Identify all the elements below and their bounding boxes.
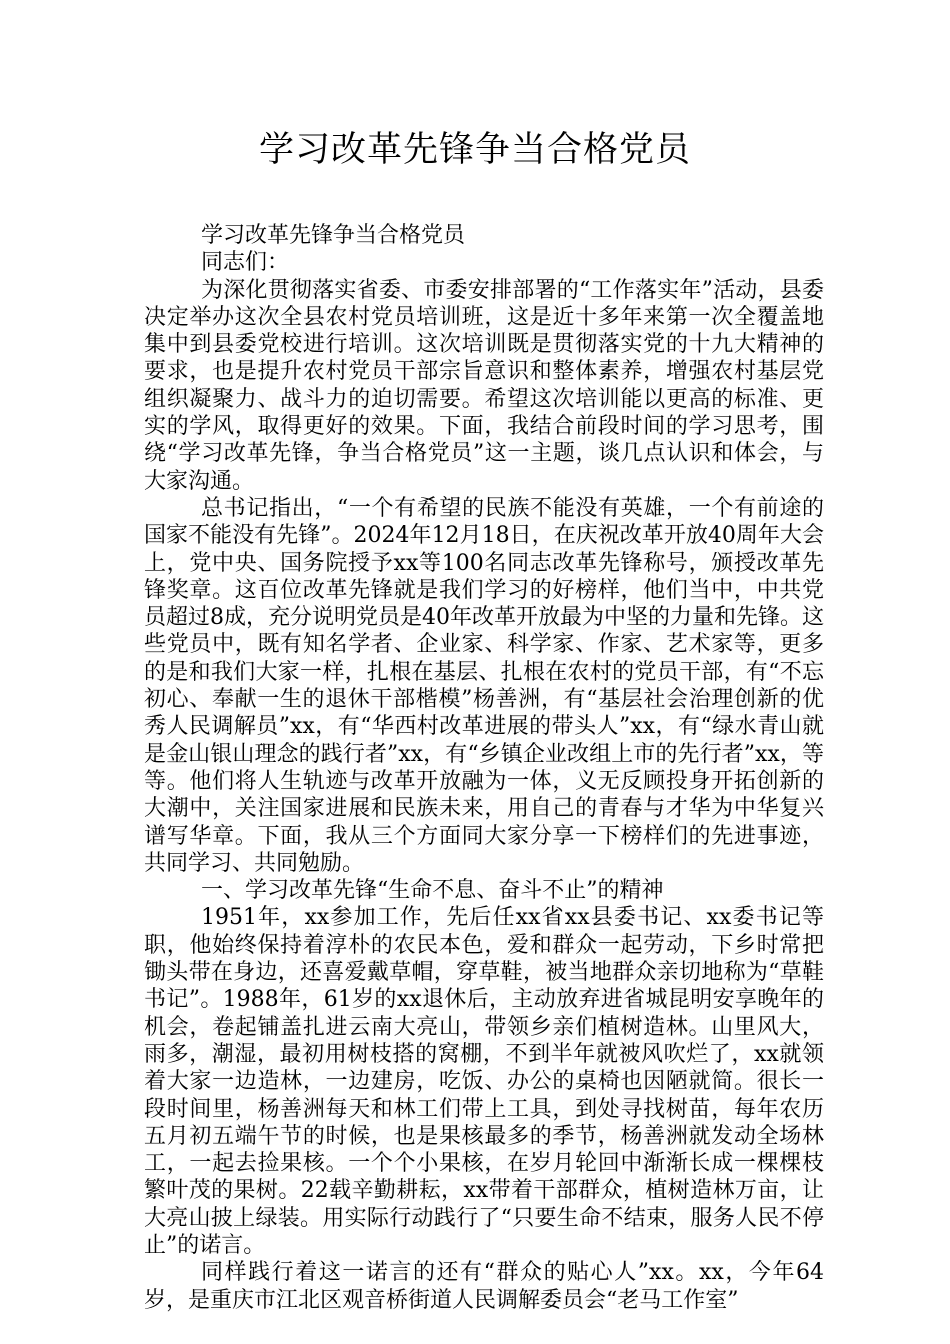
body-paragraph: 同样践行着这一诺言的还有“群众的贴心人”xx。xx，今年64岁，是重庆市江北区观音桥街道人民调解委员会“老马工作室” bbox=[144, 1260, 824, 1313]
section-heading: 一、学习改革先锋“生命不息、奋斗不止”的精神 bbox=[201, 878, 664, 904]
body-paragraph: 1951年，xx参加工作，先后任xx省xx县委书记、xx委书记等职，他始终保持着淳朴的农民本色，爱和群众一起劳动，下乡时常把锄头带在身边，还喜爱戴草帽，穿草鞋，被当地群众亲切地称为“草鞋书记”。1988年，61岁的xx退休后，主动放弃进省城昆明安享晚年的机会，卷起铺盖扎进云南大亮山，带领乡亲们植树造林。山里风大，雨多，潮湿，最初用树枝搭的窝棚，不到半年就被风吹烂了，xx就领着大家一边造林，一边建房，吃饭、办公的桌椅也因陋就简。很长一段时间里，杨善洲每天和林工们带上工具，到处寻找树苗，每年农历五月初五端午节的时候，也是果核最多的季节，杨善洲就发动全场林工，一起去捡果核。一个个小果核，在岁月轮回中渐渐长成一棵棵枝繁叶茂的果树。22载辛勤耕耘，xx带着干部群众，植树造林万亩，让大亮山披上绿装。用实际行动践行了“只要生命不结束，服务人民不停止”的诺言。 bbox=[144, 905, 824, 1258]
document-body bbox=[144, 222, 824, 1314]
body-paragraph: 为深化贯彻落实省委、市委安排部署的“工作落实年”活动，县委决定举办这次全县农村党员培训班，这是近十多年来第一次全覆盖地集中到县委党校进行培训。这次培训既是贯彻落实党的十九大精神的要求，也是提升农村党员干部宗旨意识和整体素养，增强农村基层党组织凝聚力、战斗力的迫切需要。希望这次培训能以更高的标准、更实的学风，取得更好的效果。下面，我结合前段时间的学习思考，围绕“学习改革先锋，争当合格党员”这一主题，谈几点认识和体会，与大家沟通。 bbox=[144, 277, 824, 494]
body-paragraph: 同志们： bbox=[201, 250, 290, 276]
body-paragraph: 总书记指出，“一个有希望的民族不能没有英雄，一个有前途的国家不能没有先锋”。2024年12月18日，在庆祝改革开放40周年大会上，党中央、国务院授予xx等100名同志改革先锋称号，颁授改革先锋奖章。这百位改革先锋就是我们学习的好榜样，他们当中，中共党员超过8成，充分说明党员是40年改革开放最为中坚的力量和先锋。这些党员中，既有知名学者、企业家、科学家、作家、艺术家等，更多的是和我们大家一样，扎根在基层、扎根在农村的党员干部，有“不忘初心、奉献一生的退休干部楷模”杨善洲，有“基层社会治理创新的优秀人民调解员”xx，有“华西村改革进展的带头人”xx，有“绿水青山就是金山银山理念的践行者”xx，有“乡镇企业改组上市的先行者”xx，等等。他们将人生轨迹与改革开放融为一体，义无反顾投身开拓创新的大潮中，关注国家进展和民族未来，用自己的青春与才华为中华复兴谱写华章。下面，我从三个方面同大家分享一下榜样们的先进事迹，共同学习、共同勉励。 bbox=[144, 495, 824, 876]
document-title: 学习改革先锋争当合格党员 bbox=[258, 130, 691, 170]
body-paragraph: 学习改革先锋争当合格党员 bbox=[201, 223, 466, 248]
